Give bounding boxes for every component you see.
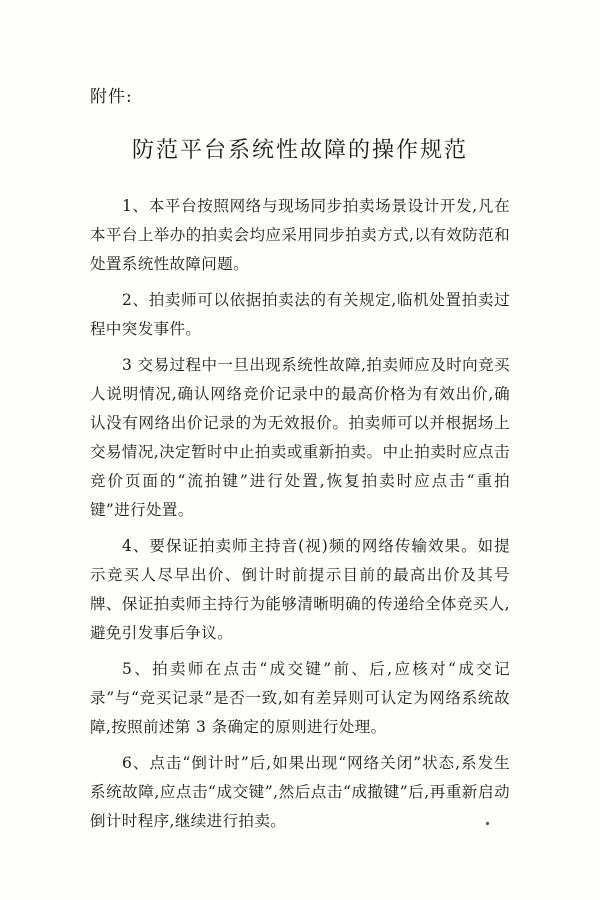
paragraph-4: 4、要保证拍卖师主持音(视)频的网络传输效果。如提示竞买人尽早出价、倒计时前提示目前的最高出价及其号牌、保证拍卖师主持行为能够清晰明确的传递给全体竞买人,避免引发事后争议。 [90,537,510,642]
paragraph-2: 2、拍卖师可以依据拍卖法的有关规定,临机处置拍卖过程中突发事件。 [90,291,510,338]
paragraph-1: 1、本平台按照网络与现场同步拍卖场景设计开发,凡在本平台上举办的拍卖会均应采用同步拍卖方式,以有效防范和处置系统性故障问题。 [90,197,510,273]
attachment-label: 附件: [90,87,133,107]
paragraph-5: 5、拍卖师在点击“成交键”前、后,应核对“成交记录”与“竞买记录”是否一致,如有差异则可认定为网络系统故障,按照前述第 3 条确定的原则进行处理。 [90,660,510,736]
paragraph-6: 6、点击“倒计时”后,如果出现“网络关闭”状态,系发生系统故障,应点击“成交键”,然后点击“成撤键”后,再重新启动倒计时程序,继续进行拍卖。 [90,754,510,830]
document-body [90,192,510,843]
document-title: 防范平台系统性故障的操作规范 [131,138,468,163]
paragraph-3: 3 交易过程中一旦出现系统性故障,拍卖师应及时向竞买人说明情况,确认网络竞价记录中的最高价格为有效出价,确认没有网络出价记录的为无效报价。拍卖师可以并根据场上交易情况,决定暂时中止拍卖或重新拍卖。中止拍卖时应点击竞价页面的“流拍键”进行处置,恢复拍卖时应点击“重拍键”进行处置。 [90,356,510,519]
